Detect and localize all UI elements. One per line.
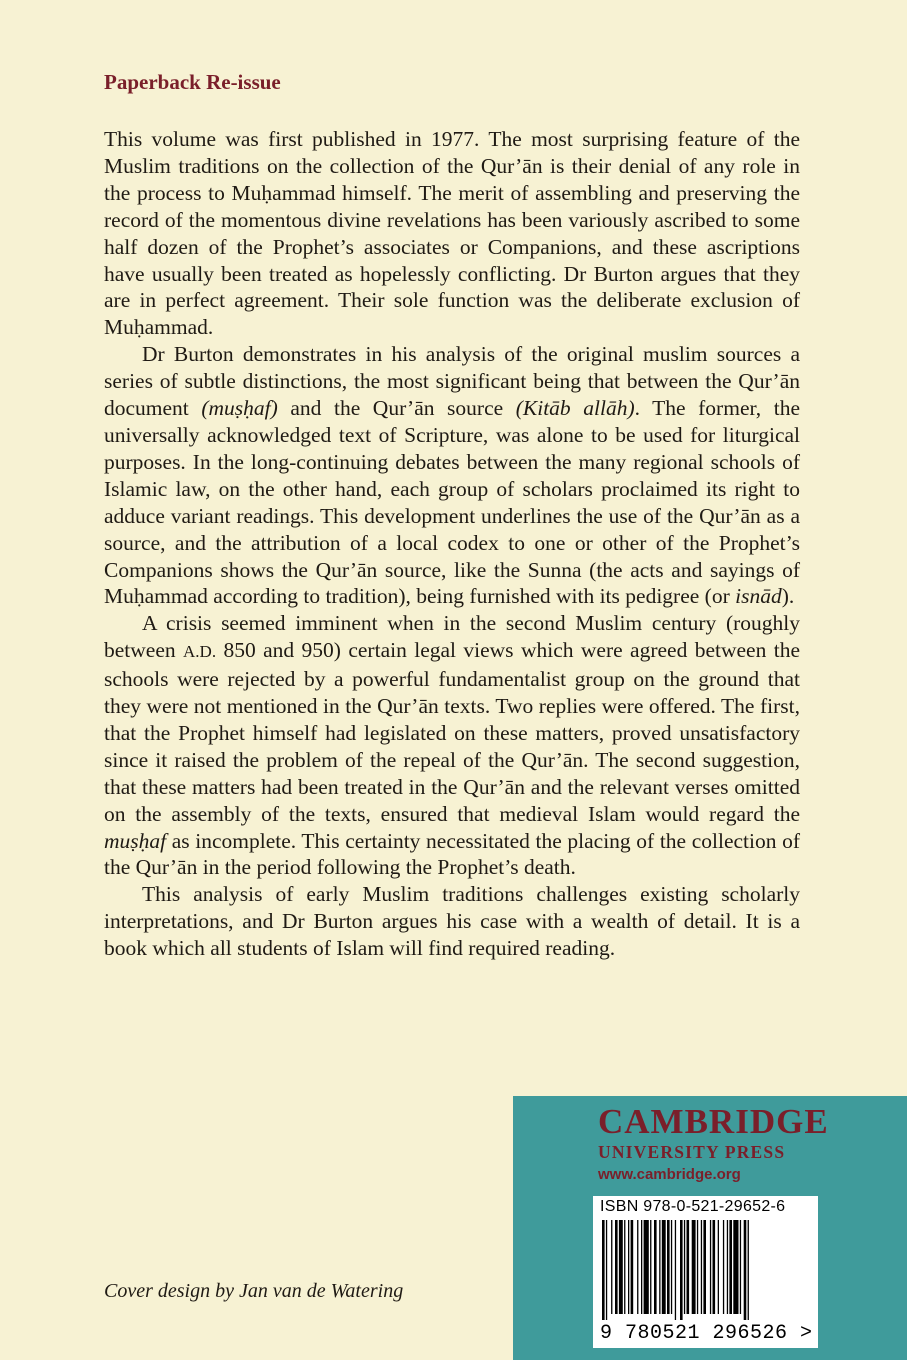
barcode-bar bbox=[637, 1220, 638, 1314]
barcode-bar bbox=[641, 1220, 642, 1314]
publisher-url: www.cambridge.org bbox=[598, 1166, 741, 1183]
barcode-bar bbox=[701, 1220, 702, 1314]
barcode-bar bbox=[692, 1220, 696, 1314]
barcode-bar bbox=[602, 1220, 605, 1320]
barcode-bar bbox=[713, 1220, 716, 1314]
paragraph-3: A crisis seemed imminent when in the second Muslim century (roughly between A.D. 850 and 950) certain legal views which were agreed between the schools were rejected by a powerful fundamentalist group on the ground that they were not mentioned in the Qur’ān texts. Two replies were offered. The first, that the Prophet himself had legislated on these matters, proved unsatisfactory since it raised the problem of the repeal of the Qur’ān. The second suggestion, that these matters had been treated in the Qur’ān and the relevant verses omitted on the assembly of the texts, ensured that medieval Islam would regard the muṣḥaf as incomplete. This certainty necessitated the placing of the collection of the Qur’ān in the period following the Prophet’s death. bbox=[104, 611, 800, 880]
barcode-bar bbox=[611, 1220, 612, 1314]
italic-term-isnad: isnād bbox=[735, 584, 782, 609]
italic-term-mushaf: (muṣḥaf) bbox=[201, 396, 278, 421]
barcode-bar bbox=[740, 1220, 741, 1314]
section-heading: Paperback Re-issue bbox=[104, 70, 281, 94]
barcode-bar bbox=[606, 1220, 607, 1320]
barcode-bar bbox=[727, 1220, 728, 1314]
publisher-name: CAMBRIDGE bbox=[598, 1102, 829, 1141]
barcode-bar bbox=[675, 1220, 676, 1320]
barcode-bar bbox=[631, 1220, 634, 1314]
barcode-bar bbox=[703, 1220, 706, 1314]
barcode-bar bbox=[654, 1220, 657, 1314]
barcode-bar bbox=[624, 1220, 625, 1314]
barcode-bar bbox=[650, 1220, 651, 1314]
barcode-bar bbox=[662, 1220, 666, 1314]
paragraph-1: This volume was first published in 1977. The most surprising feature of the Muslim traditions on the collection of the Qur’ān is their denial of any role in the process to Muḥammad himself. The merit of assembling and preserving the record of the momentous divine revelations has been variously ascribed to some half dozen of the Prophet’s associates or Companions, and these ascriptions have usually been treated as hopelessly conflicting. Dr Burton argues that they are in perfect agreement. Their sole function was the deliberate exclusion of Muḥammad. bbox=[104, 127, 800, 340]
paragraph-2: Dr Burton demonstrates in his analysis of the original muslim sources a series of subtle distinctions, the most significant being that between the Qur’ān document (muṣḥaf) and the Qur’ān source (Kitāb allāh). The former, the universally acknowledged text of Scripture, was alone to be used for liturgical purposes. In the long-continuing debates between the many regional schools of Islamic law, on the other hand, each group of scholars proclaimed its right to adduce variant readings. This development underlines the use of the Qur’ān as a source, and the attribution of a local codex to one or other of the Prophet’s Companions shows the Qur’ān source, like the Sunna (the acts and sayings of Muḥammad according to tradition), being furnished with its pedigree (or isnād). bbox=[104, 342, 800, 609]
italic-term-kitab-allah: (Kitāb allāh) bbox=[515, 396, 635, 421]
barcode-number: 9 780521 296526 > bbox=[600, 1322, 813, 1345]
italic-term-mushaf-2: muṣḥaf bbox=[104, 828, 167, 853]
barcode-bar bbox=[687, 1220, 690, 1314]
barcode-bar bbox=[697, 1220, 698, 1314]
publisher-press: UNIVERSITY PRESS bbox=[598, 1142, 786, 1162]
barcode-bar bbox=[615, 1220, 618, 1314]
barcode-bar bbox=[667, 1220, 670, 1314]
barcode-bar bbox=[744, 1220, 747, 1320]
small-caps-ad: A.D. bbox=[183, 642, 217, 662]
barcode-bar bbox=[659, 1220, 660, 1314]
barcode-bar bbox=[718, 1220, 719, 1314]
barcode-bar bbox=[684, 1220, 685, 1314]
barcode-bar bbox=[723, 1220, 724, 1314]
barcode-bar bbox=[671, 1220, 672, 1314]
barcode-bar bbox=[733, 1220, 738, 1314]
barcode-bar bbox=[748, 1220, 749, 1320]
cover-credit: Cover design by Jan van de Watering bbox=[104, 1280, 404, 1302]
barcode-bar bbox=[680, 1220, 683, 1320]
isbn-label: ISBN 978-0-521-29652-6 bbox=[600, 1198, 786, 1215]
barcode-bar bbox=[729, 1220, 732, 1314]
barcode-bar bbox=[710, 1220, 711, 1314]
paragraph-4: This analysis of early Muslim traditions challenges existing scholarly interpretations, and Dr Burton argues his case with a wealth of detail. It is a book which all students of Islam will find required reading. bbox=[104, 882, 800, 961]
barcode-bar bbox=[619, 1220, 623, 1314]
blurb-text bbox=[104, 126, 800, 962]
barcode-bar bbox=[628, 1220, 629, 1314]
barcode-icon bbox=[598, 1220, 810, 1320]
barcode-bar bbox=[644, 1220, 649, 1314]
